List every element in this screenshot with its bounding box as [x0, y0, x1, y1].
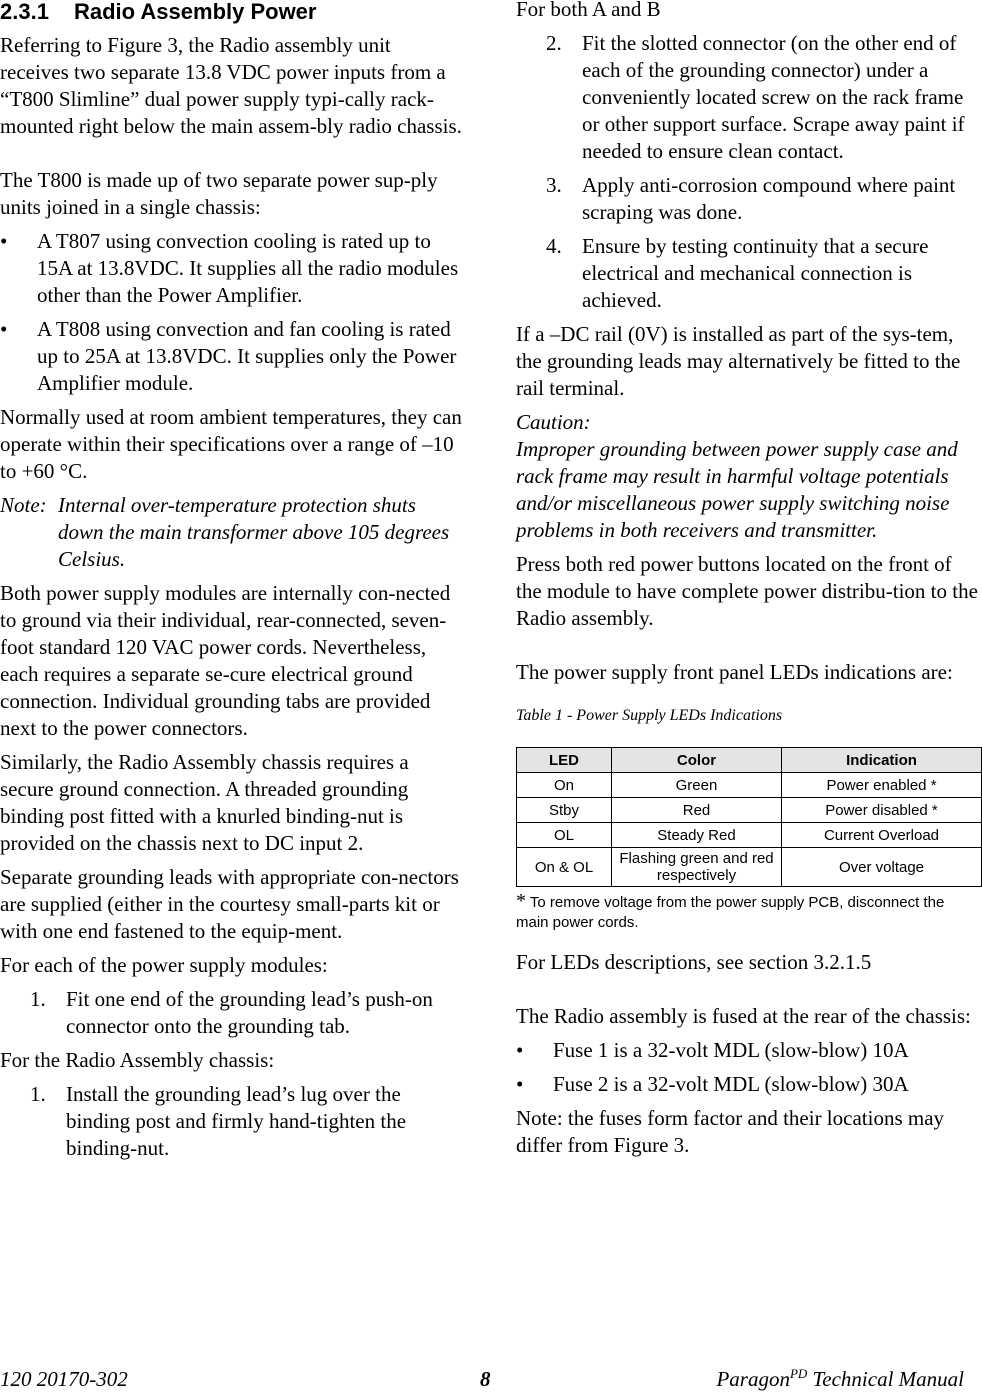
- paragraph: Both power supply modules are internally con-nected to ground via their individual, rear-connected, seven-foot standard 120 VAC power cords. Nevertheless, each requires a separate se-cure electrical ground connection. Individual grounding tabs are provided next to the power connectors.: [0, 581, 451, 740]
- table-header-row: [517, 748, 982, 773]
- list-item: [516, 172, 978, 226]
- bullet-mark: •: [0, 317, 8, 341]
- section-title: Radio Assembly Power: [74, 0, 317, 24]
- paragraph: The power supply front panel LEDs indications are:: [516, 660, 953, 684]
- step-number: 1.: [30, 987, 46, 1011]
- list-item-text: Fuse 1 is a 32-volt MDL (slow-blow) 10A: [553, 1038, 909, 1062]
- table-caption: Table 1 - Power Supply LEDs Indications: [516, 707, 783, 724]
- column-header: Color: [612, 748, 782, 773]
- table-cell: Power enabled *: [782, 773, 982, 798]
- table-cell: Power disabled *: [782, 798, 982, 823]
- list-item: [0, 986, 462, 1040]
- bullet-mark: •: [516, 1072, 524, 1096]
- doc-number: 120 20170-302: [0, 1367, 128, 1391]
- paragraph: The Radio assembly is fused at the rear of the chassis:: [516, 1004, 971, 1028]
- paragraph: For the Radio Assembly chassis:: [0, 1048, 275, 1072]
- note: [0, 492, 462, 573]
- page-number: 8: [480, 1367, 491, 1391]
- paragraph: Similarly, the Radio Assembly chassis requires a secure ground connection. A threaded grounding binding post fitted with a knurled binding-nut is provided on the chassis next to DC input 2.: [0, 750, 409, 855]
- paragraph: Press both red power buttons located on the front of the module to have complete power distribu-tion to the Radio assembly.: [516, 552, 978, 630]
- manual-label: Technical Manual: [812, 1367, 964, 1391]
- column-header: Indication: [782, 748, 982, 773]
- product-superscript: PD: [789, 1366, 808, 1381]
- table-row: [517, 798, 982, 823]
- table-cell: Red: [612, 798, 782, 823]
- product-name: Paragon: [716, 1367, 790, 1391]
- table-row: [517, 773, 982, 798]
- list-item: [0, 316, 462, 397]
- table-row: [517, 848, 982, 887]
- list-item: [516, 30, 978, 165]
- section-heading: [0, 0, 462, 24]
- paragraph: The T800 is made up of two separate power sup-ply units joined in a single chassis:: [0, 168, 438, 219]
- section-number: 2.3.1: [0, 0, 49, 24]
- step-text: Fit one end of the grounding lead’s push-on connector onto the grounding tab.: [66, 987, 433, 1038]
- paragraph: Note: the fuses form factor and their locations may differ from Figure 3.: [516, 1106, 945, 1157]
- step-number: 2.: [546, 31, 562, 55]
- step-text: Install the grounding lead’s lug over the binding post and firmly hand-tighten the binding-nut.: [66, 1082, 407, 1160]
- list-item: [0, 1081, 462, 1162]
- footnote-star: *: [516, 890, 526, 912]
- paragraph: Separate grounding leads with appropriate con-nectors are supplied (either in the courtesy small-parts kit or with one end fastened to the equip-ment.: [0, 865, 459, 943]
- step-number: 1.: [30, 1082, 46, 1106]
- list-item: [0, 228, 462, 309]
- caution-text: Improper grounding between power supply case and rack frame may result in harmful voltage potentials and/or miscellaneous power supply switching noise problems in both receivers and transmitter.: [516, 437, 958, 542]
- list-item-text: A T807 using convection cooling is rated up to 15A at 13.8VDC. It supplies all the radio modules other than the Power Amplifier.: [37, 229, 459, 307]
- table-cell: OL: [517, 823, 612, 848]
- table-cell: Green: [612, 773, 782, 798]
- step-text: Apply anti-corrosion compound where paint scraping was done.: [582, 173, 956, 224]
- paragraph: Normally used at room ambient temperatures, they can operate within their specifications over a range of –10 to +60 °C.: [0, 405, 462, 483]
- column-header: LED: [517, 748, 612, 773]
- step-number: 3.: [546, 173, 562, 197]
- table-cell: Over voltage: [782, 848, 982, 887]
- table-cell: Steady Red: [612, 823, 782, 848]
- paragraph: For each of the power supply modules:: [0, 953, 328, 977]
- step-number: 4.: [546, 234, 562, 258]
- bullet-mark: •: [516, 1038, 524, 1062]
- table-footnote: [516, 891, 978, 933]
- list-item: [516, 1071, 978, 1098]
- paragraph: If a –DC rail (0V) is installed as part of the sys-tem, the grounding leads may alternatively be fitted to the rail terminal.: [516, 322, 961, 400]
- table-row: [517, 823, 982, 848]
- list-item: [516, 1037, 978, 1064]
- led-table: [516, 747, 982, 887]
- note-label: Note:: [0, 493, 47, 517]
- table-cell: Stby: [517, 798, 612, 823]
- step-text: Fit the slotted connector (on the other end of each of the grounding connector) under a conveniently located screw on the rack frame or other support surface. Scrape away paint if needed to ensure clean contact.: [582, 31, 965, 163]
- paragraph: For LEDs descriptions, see section 3.2.1.5: [516, 950, 872, 974]
- step-text: Ensure by testing continuity that a secure electrical and mechanical connection is achieved.: [582, 234, 929, 312]
- note-text: Internal over-temperature protection shuts down the main transformer above 105 degrees Celsius.: [58, 493, 450, 571]
- left-column: [0, 0, 462, 1169]
- table-cell: On & OL: [517, 848, 612, 887]
- list-item-text: Fuse 2 is a 32-volt MDL (slow-blow) 30A: [553, 1072, 909, 1096]
- table-cell: Flashing green and red respectively: [612, 848, 782, 887]
- right-column: [516, 0, 978, 1166]
- table-cell: Current Overload: [782, 823, 982, 848]
- list-item-text: A T808 using convection and fan cooling is rated up to 25A at 13.8VDC. It supplies only the Power Amplifier module.: [37, 317, 457, 395]
- list-item: [516, 233, 978, 314]
- manual-title: [716, 1367, 964, 1391]
- caution-label: Caution:: [516, 410, 591, 434]
- paragraph: For both A and B: [516, 0, 661, 21]
- paragraph: Referring to Figure 3, the Radio assembly unit receives two separate 13.8 VDC power inputs from a “T800 Slimline” dual power supply typi-cally rack-mounted right below the main assem-bly radio chassis.: [0, 33, 462, 138]
- bullet-mark: •: [0, 229, 8, 253]
- footnote-text: To remove voltage from the power supply PCB, disconnect the main power cords.: [516, 894, 945, 931]
- table-cell: On: [517, 773, 612, 798]
